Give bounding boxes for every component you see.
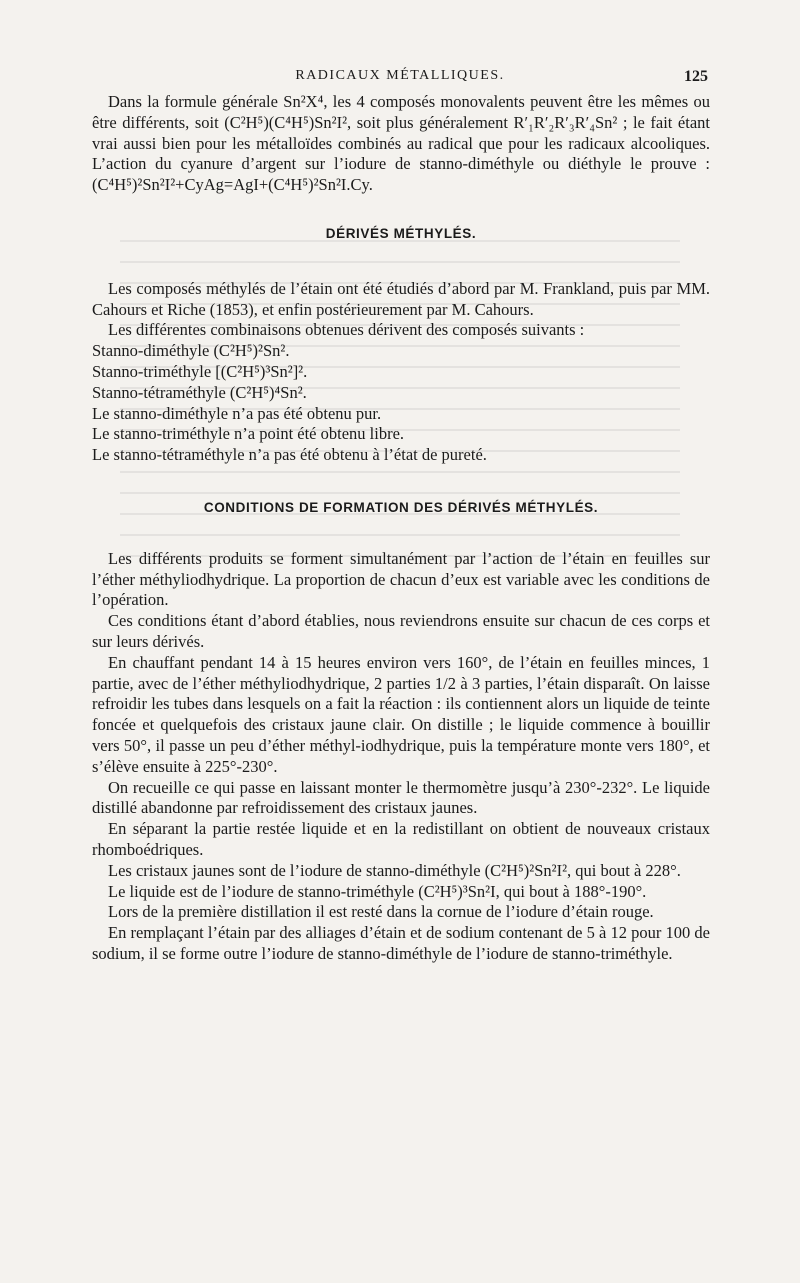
page-number: 125 — [684, 68, 708, 85]
paragraph: En remplaçant l’étain par des alliages d’étain et de sodium contenant de 5 à 12 pour 100 de sodium, il se forme outre l’iodure de stanno-diméthyle de l’iodure de stanno-triméthyle. — [92, 923, 710, 963]
paragraph: Lors de la première distillation il est resté dans la cornue de l’iodure d’étain rouge. — [108, 902, 654, 922]
paragraph: Les différents produits se forment simultanément par l’action de l’étain en feuilles sur l’éther méthyliodhydrique. La proportion de chacun d’eux est variable avec les conditions de l’opération. — [92, 548, 710, 610]
compound-line: Le stanno-tétraméthyle n’a pas été obtenu à l’état de pureté. — [92, 445, 487, 465]
section-heading-conditions: CONDITIONS DE FORMATION DES DÉRIVÉS MÉTHYLÉS. — [203, 499, 599, 515]
paragraph: Le liquide est de l’iodure de stanno-triméthyle (C²H⁵)³Sn²I, qui bout à 188°-190°. — [108, 881, 647, 901]
paragraph: Ces conditions étant d’abord établies, nous reviendrons ensuite sur chacun de ces corps et sur leurs dérivés. — [92, 611, 710, 651]
compound-line: Stanno-diméthyle (C²H⁵)²Sn². — [92, 341, 290, 361]
body-text — [92, 92, 710, 965]
intro-paragraph: Dans la formule générale Sn²X⁴, les 4 composés monovalents peuvent être les mêmes ou être différents, soit (C²H⁵)(C⁴H⁵)Sn²I², soit plus généralement R′₁R′₂R′₃R′₄Sn² ; le fait étant vrai aussi bien pour les métalloïdes combinés au radical que pour les radicaux alcooliques. L’action du cyanure d’argent sur l’iodure de stanno-diméthyle ou diéthyle le prouve : (C⁴H⁵)²Sn²I²+CyAg=AgI+(C⁴H⁵)²Sn²I.Cy. — [92, 92, 710, 195]
running-title: RADICAUX MÉTALLIQUES. — [295, 68, 505, 83]
compound-line: Le stanno-diméthyle n’a pas été obtenu pur. — [92, 403, 382, 423]
paragraph: Les cristaux jaunes sont de l’iodure de stanno-diméthyle (C²H⁵)²Sn²I², qui bout à 228°. — [108, 860, 681, 880]
paragraph: On recueille ce qui passe en laissant monter le thermomètre jusqu’à 230°-232°. Le liquide distillé abandonne par refroidissement des cristaux jaunes. — [92, 777, 710, 818]
paragraph: Les différentes combinaisons obtenues dérivent des composés suivants : — [108, 320, 585, 340]
compound-line: Le stanno-triméthyle n’a point été obtenu libre. — [92, 424, 405, 444]
section-heading-derives-methyles: DÉRIVÉS MÉTHYLÉS. — [325, 225, 477, 241]
paragraph: En séparant la partie restée liquide et en la redistillant on obtient de nouveaux cristaux rhomboédriques. — [92, 819, 710, 859]
paragraph: Les composés méthylés de l’étain ont été étudiés d’abord par M. Frankland, puis par MM. Cahours et Riche (1853), et enfin postérieurement par M. Cahours. — [92, 278, 710, 319]
compound-line: Stanno-tétraméthyle (C²H⁵)⁴Sn². — [92, 382, 307, 402]
paragraph: En chauffant pendant 14 à 15 heures environ vers 160°, de l’étain en feuilles minces, 1 partie, avec de l’éther méthyliodhydrique, 2 parties 1/2 à 3 parties, l’étain disparaît. On laisse refroidir les tubes dans lesquels on a fait la réaction : ils contiennent alors un liquide de teinte foncée et quelquefois des cristaux jaune clair. On distille ; le liquide commence à bouillir vers 50°, il passe un peu d’éther méthyl-iodhydrique, puis la température monte vers 180°, et s’élève ensuite à 225°-230°. — [92, 652, 710, 776]
compound-line: Stanno-triméthyle [(C²H⁵)³Sn²]². — [92, 361, 308, 381]
running-header — [0, 66, 800, 88]
